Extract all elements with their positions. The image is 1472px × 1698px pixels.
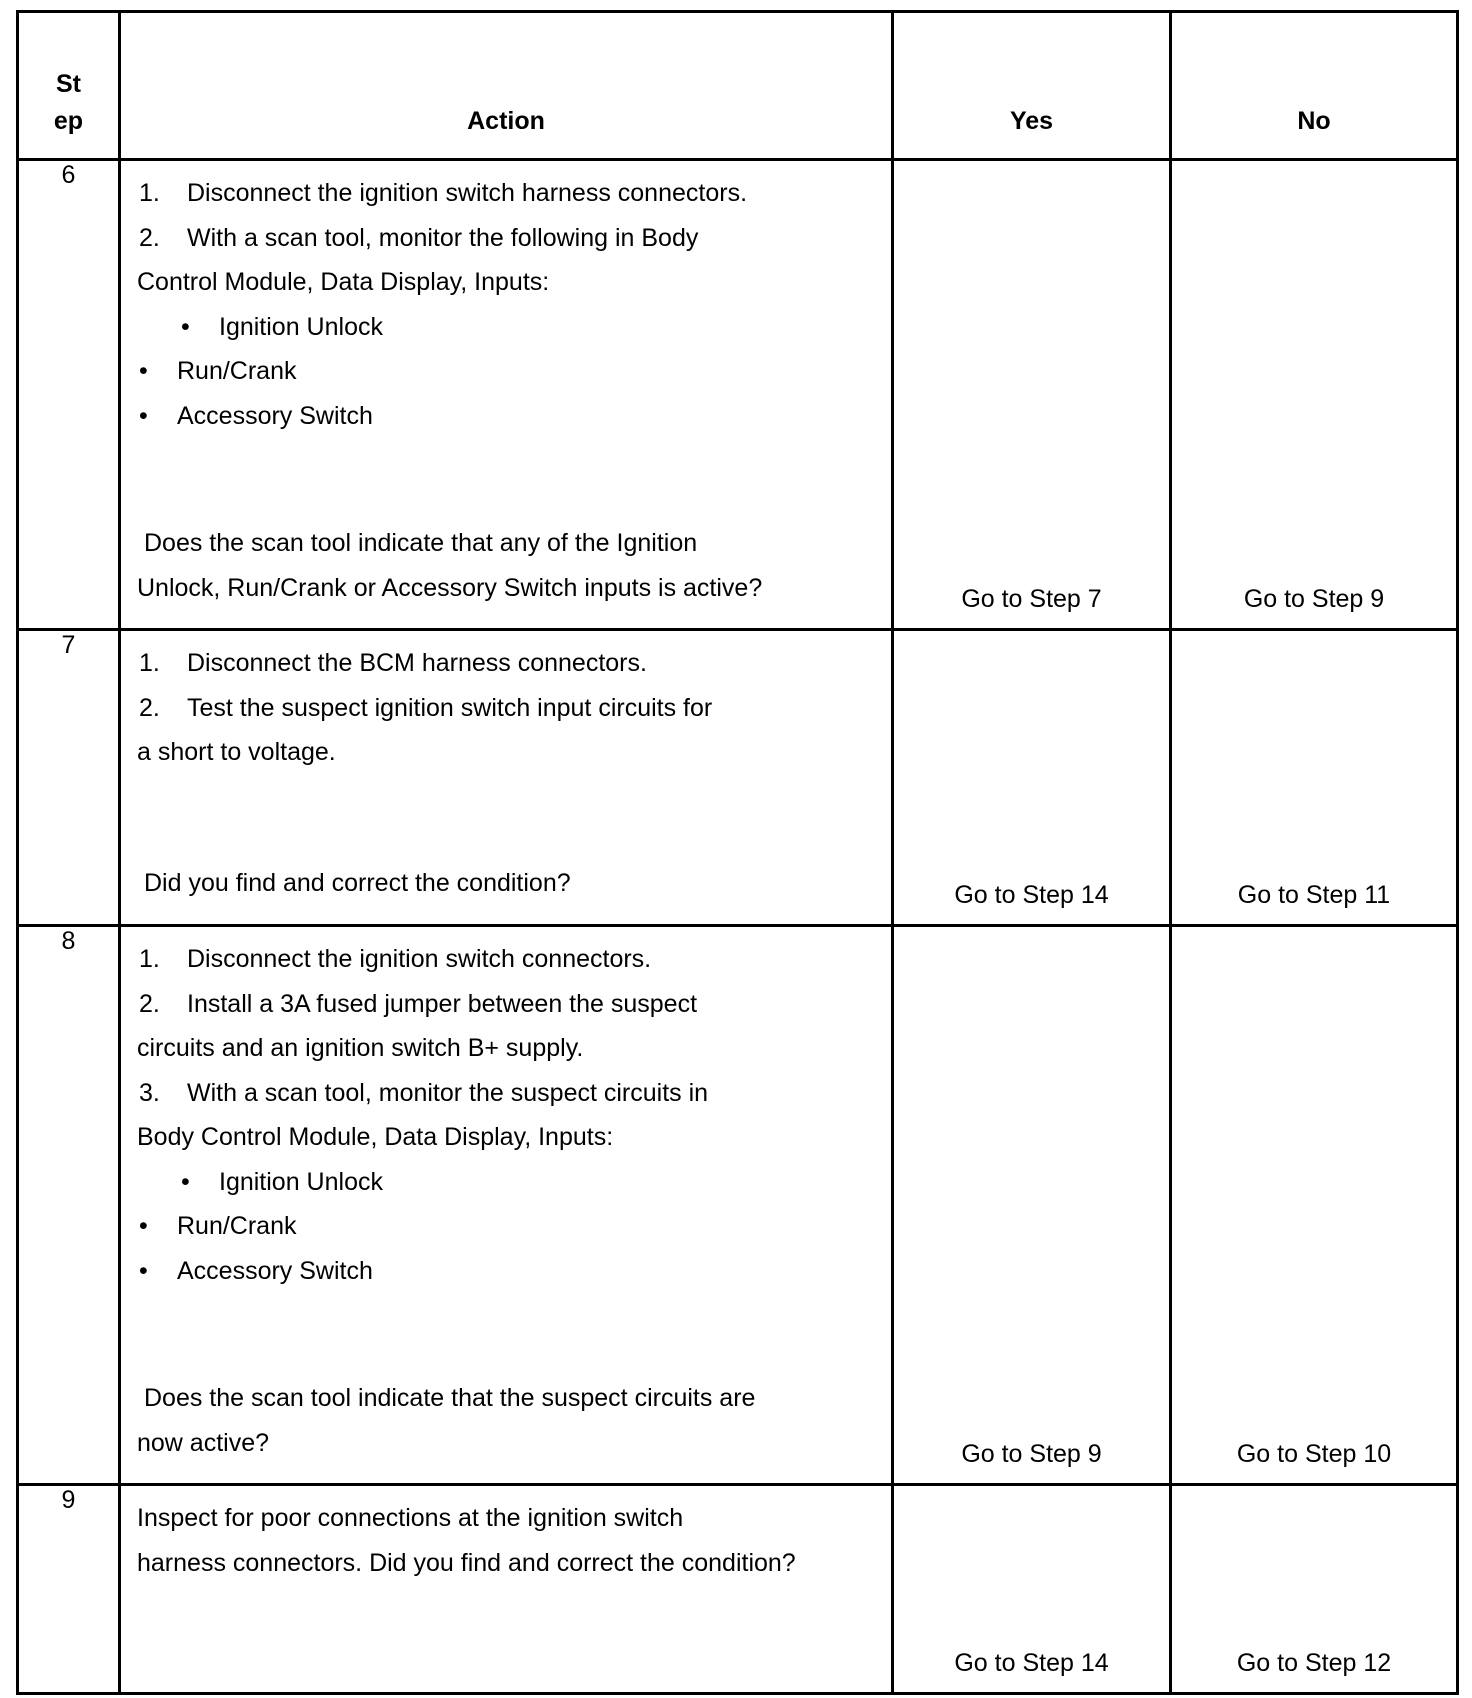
action-line: Inspect for poor connections at the ignition switch: [137, 1504, 684, 1532]
header-step-line1: St: [56, 70, 81, 98]
yes-cell: [893, 160, 1171, 630]
action-cell: [120, 160, 893, 630]
table-row: [18, 926, 1458, 1485]
table-row: [18, 160, 1458, 630]
no-cell: [1171, 160, 1458, 630]
no-result: Go to Step 10: [1236, 1440, 1392, 1468]
action-line: harness connectors. Did you find and correct the condition?: [137, 1548, 796, 1577]
question-line: Does the scan tool indicate that any of the Ignition: [144, 529, 698, 557]
action-line: circuits and an ignition switch B+ supply.: [137, 1034, 584, 1062]
header-step-line2: ep: [53, 107, 84, 135]
no-result: Go to Step 11: [1237, 881, 1391, 909]
yes-result: Go to Step 9: [961, 1440, 1102, 1468]
step-number: 7: [18, 630, 120, 926]
action-line: 1. Disconnect the ignition switch connectors.: [139, 945, 652, 973]
header-no: No: [1171, 12, 1458, 160]
yes-result: Go to Step 14: [954, 881, 1109, 909]
no-cell: [1171, 630, 1458, 926]
bullet-item: • Accessory Switch: [139, 1256, 373, 1285]
question-line: now active?: [137, 1428, 270, 1457]
table-row: [18, 630, 1458, 926]
step-number: 6: [18, 160, 120, 630]
yes-result: Go to Step 14: [954, 1649, 1109, 1677]
bullet-item: • Run/Crank: [139, 357, 297, 385]
table-row: [18, 1485, 1458, 1694]
no-result: Go to Step 12: [1236, 1649, 1392, 1677]
question-line: Unlock, Run/Crank or Accessory Switch inputs is active?: [137, 573, 763, 602]
action-line: 3. With a scan tool, monitor the suspect circuits in: [139, 1078, 709, 1107]
action-line: Body Control Module, Data Display, Inputs:: [137, 1123, 614, 1151]
action-line: 1. Disconnect the BCM harness connectors.: [139, 649, 647, 677]
action-line: a short to voltage.: [137, 738, 336, 766]
bullet-item: • Ignition Unlock: [181, 312, 383, 341]
no-cell: [1171, 926, 1458, 1485]
action-line: 2. Install a 3A fused jumper between the suspect: [139, 989, 698, 1018]
question-line: Did you find and correct the condition?: [144, 868, 571, 897]
question-line: Does the scan tool indicate that the suspect circuits are: [144, 1384, 756, 1412]
action-cell: [120, 1485, 893, 1694]
header-yes: Yes: [893, 12, 1171, 160]
step-number: 8: [18, 926, 120, 1485]
bullet-item: • Run/Crank: [139, 1212, 297, 1240]
diagnostic-table: [16, 10, 1459, 1695]
yes-result: Go to Step 7: [961, 585, 1102, 613]
no-cell: [1171, 1485, 1458, 1694]
yes-cell: [893, 630, 1171, 926]
action-cell: [120, 926, 893, 1485]
step-number: 9: [18, 1485, 120, 1694]
action-cell: [120, 630, 893, 926]
action-line: Control Module, Data Display, Inputs:: [137, 268, 550, 296]
action-line: 2. With a scan tool, monitor the following in Body: [139, 223, 699, 252]
action-line: 1. Disconnect the ignition switch harness connectors.: [139, 179, 748, 207]
yes-cell: [893, 926, 1171, 1485]
bullet-item: • Ignition Unlock: [181, 1167, 383, 1196]
yes-cell: [893, 1485, 1171, 1694]
no-result: Go to Step 9: [1243, 585, 1385, 613]
header-step: [18, 12, 120, 160]
action-line: 2. Test the suspect ignition switch input circuits for: [139, 693, 713, 722]
bullet-item: • Accessory Switch: [139, 401, 373, 430]
header-row: [18, 12, 1458, 160]
header-action: Action: [120, 12, 893, 160]
